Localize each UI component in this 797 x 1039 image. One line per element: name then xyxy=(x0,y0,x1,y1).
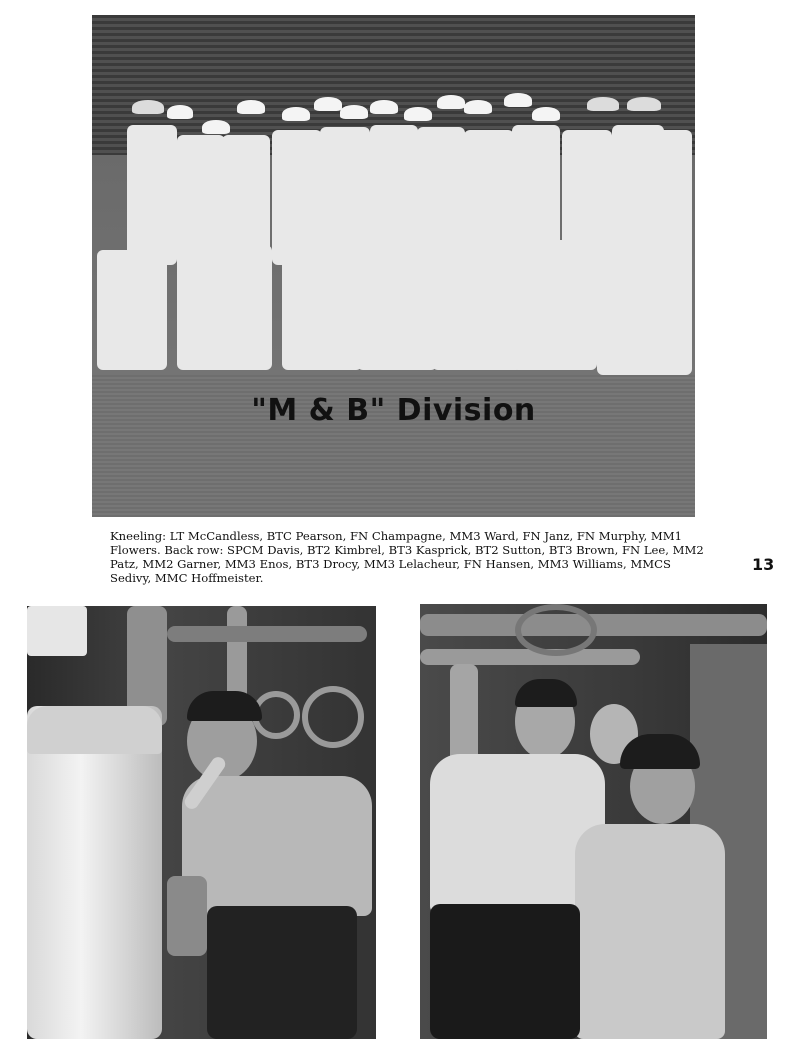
photo-title-overlay: "M & B" Division xyxy=(251,393,536,428)
photo-caption: Kneeling: LT McCandless, BTC Pearson, FN Champagne, MM3 Ward, FN Janz, FN Murphy, MM1 Flowers. Back row: SPCM Davis, BT2 Kimbrel, BT3 Kasprick, BT2 Sutton, BT3 Brown, FN Lee, MM2 Patz, MM2 Garner, MM3 Enos, BT3 Drocy, MM3 Lelacheur, FN Hansen, MM3 Williams, MMCS Sedivy, MMC Hoffmeister. xyxy=(110,529,704,585)
page-number: 13 xyxy=(752,555,775,574)
group-photo xyxy=(92,15,695,517)
engine-room-photo-left xyxy=(27,606,376,1039)
engine-room-photo-right xyxy=(420,604,767,1039)
